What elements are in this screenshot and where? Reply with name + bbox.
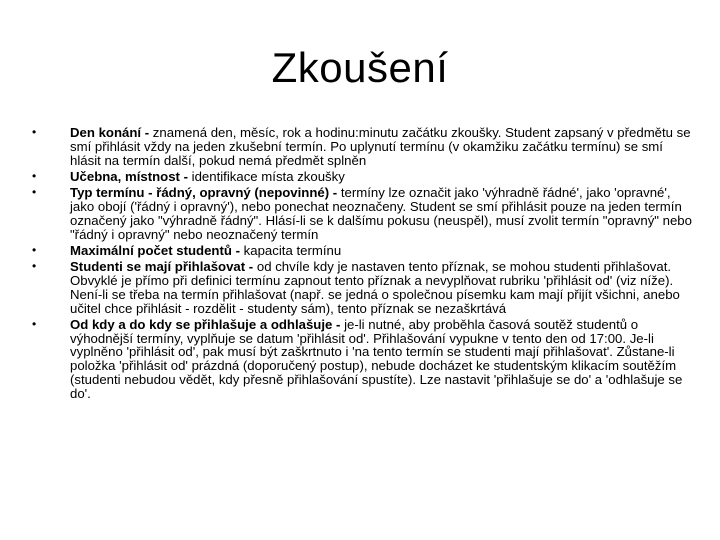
bullet-item-max-pocet	[30, 244, 696, 258]
bullet-term: Studenti se mají přihlašovat -	[70, 259, 254, 275]
bullet-term: Typ termínu - řádný, opravný (nepovinné) -	[70, 185, 338, 201]
bullet-icon: •	[32, 259, 37, 274]
bullet-term: Od kdy a do kdy se přihlašuje a odhlašuje -	[70, 316, 341, 332]
bullet-text: termíny lze označit jako 'výhradně řádné', jako 'opravné', jako obojí ('řádný i opravný'), nebo ponechat neoznačeny. Student se smí přihlásit pouze na jeden termín označený jako "výhradně řádný". Hlásí-li se k dalšímu pokusu (neuspěl), musí zvolit termín "opravný" nebo "řádný i opravný" nebo neoznačený termín	[70, 185, 692, 242]
bullet-text: znamená den, měsíc, rok a hodinu:minutu začátku zkoušky. Student zapsaný v předmětu se smí přihlásit vždy na jeden zkušební termín. Po uplynutí termínu (v okamžiku začátku termínu) se smí hlásit na termín další, pokud nemá předmět splněn	[70, 125, 691, 168]
bullet-item-den-konani	[30, 126, 696, 167]
bullet-text: kapacita termínu	[240, 242, 342, 258]
bullet-icon: •	[32, 242, 37, 257]
bullet-item-prihlasovat	[30, 260, 696, 315]
bullet-term: Den konání -	[70, 125, 150, 140]
bullet-text: je-li nutné, aby proběhla časová soutěž studentů o výhodnější termíny, vyplňuje se datum 'přihlásit od'. Přihlašování vypukne v tento den od 17:00. Je-li vyplněno 'přihlásit od', pak musí být zaškrtnuto i 'na tento termín se studenti mají přihlašovat'. Zůstane-li položka 'přihlásit od' prázdná (doporučený postup), nebude docházet ke studentským klikacím soutěžím (studenti nebudou vědět, kdy přesně přihlašování spustíte). Lze nastavit 'přihlašuje se do' a 'odhlašuje se do'.	[70, 316, 683, 401]
bullet-item-ucebna	[30, 170, 696, 184]
bullet-icon: •	[32, 185, 37, 200]
bullet-list	[30, 126, 696, 403]
slide-title: Zkoušení	[271, 44, 449, 91]
bullet-term: Maximální počet studentů -	[70, 242, 240, 258]
bullet-text: identifikace místa zkoušky	[187, 168, 345, 184]
bullet-icon: •	[32, 168, 37, 183]
bullet-term: Učebna, místnost -	[70, 168, 188, 184]
bullet-item-typ-terminu	[30, 186, 696, 241]
bullet-icon: •	[32, 316, 37, 331]
bullet-text: od chvíle kdy je nastaven tento příznak, se mohou studenti přihlašovat. Obvyklé je přímo při definici termínu zapnout tento příznak a nevyplňovat rubriku 'přihlásit od' (viz níže). Není-li se třeba na termín přihlašovat (např. se jedná o společnou písemku kam mají přijít všichni, anebo učitel chce přihlásit - rozdělit - studenty sám), tento příznak se nezaškrtává	[70, 259, 680, 316]
bullet-icon: •	[32, 125, 37, 139]
bullet-item-od-kdy	[30, 318, 696, 401]
